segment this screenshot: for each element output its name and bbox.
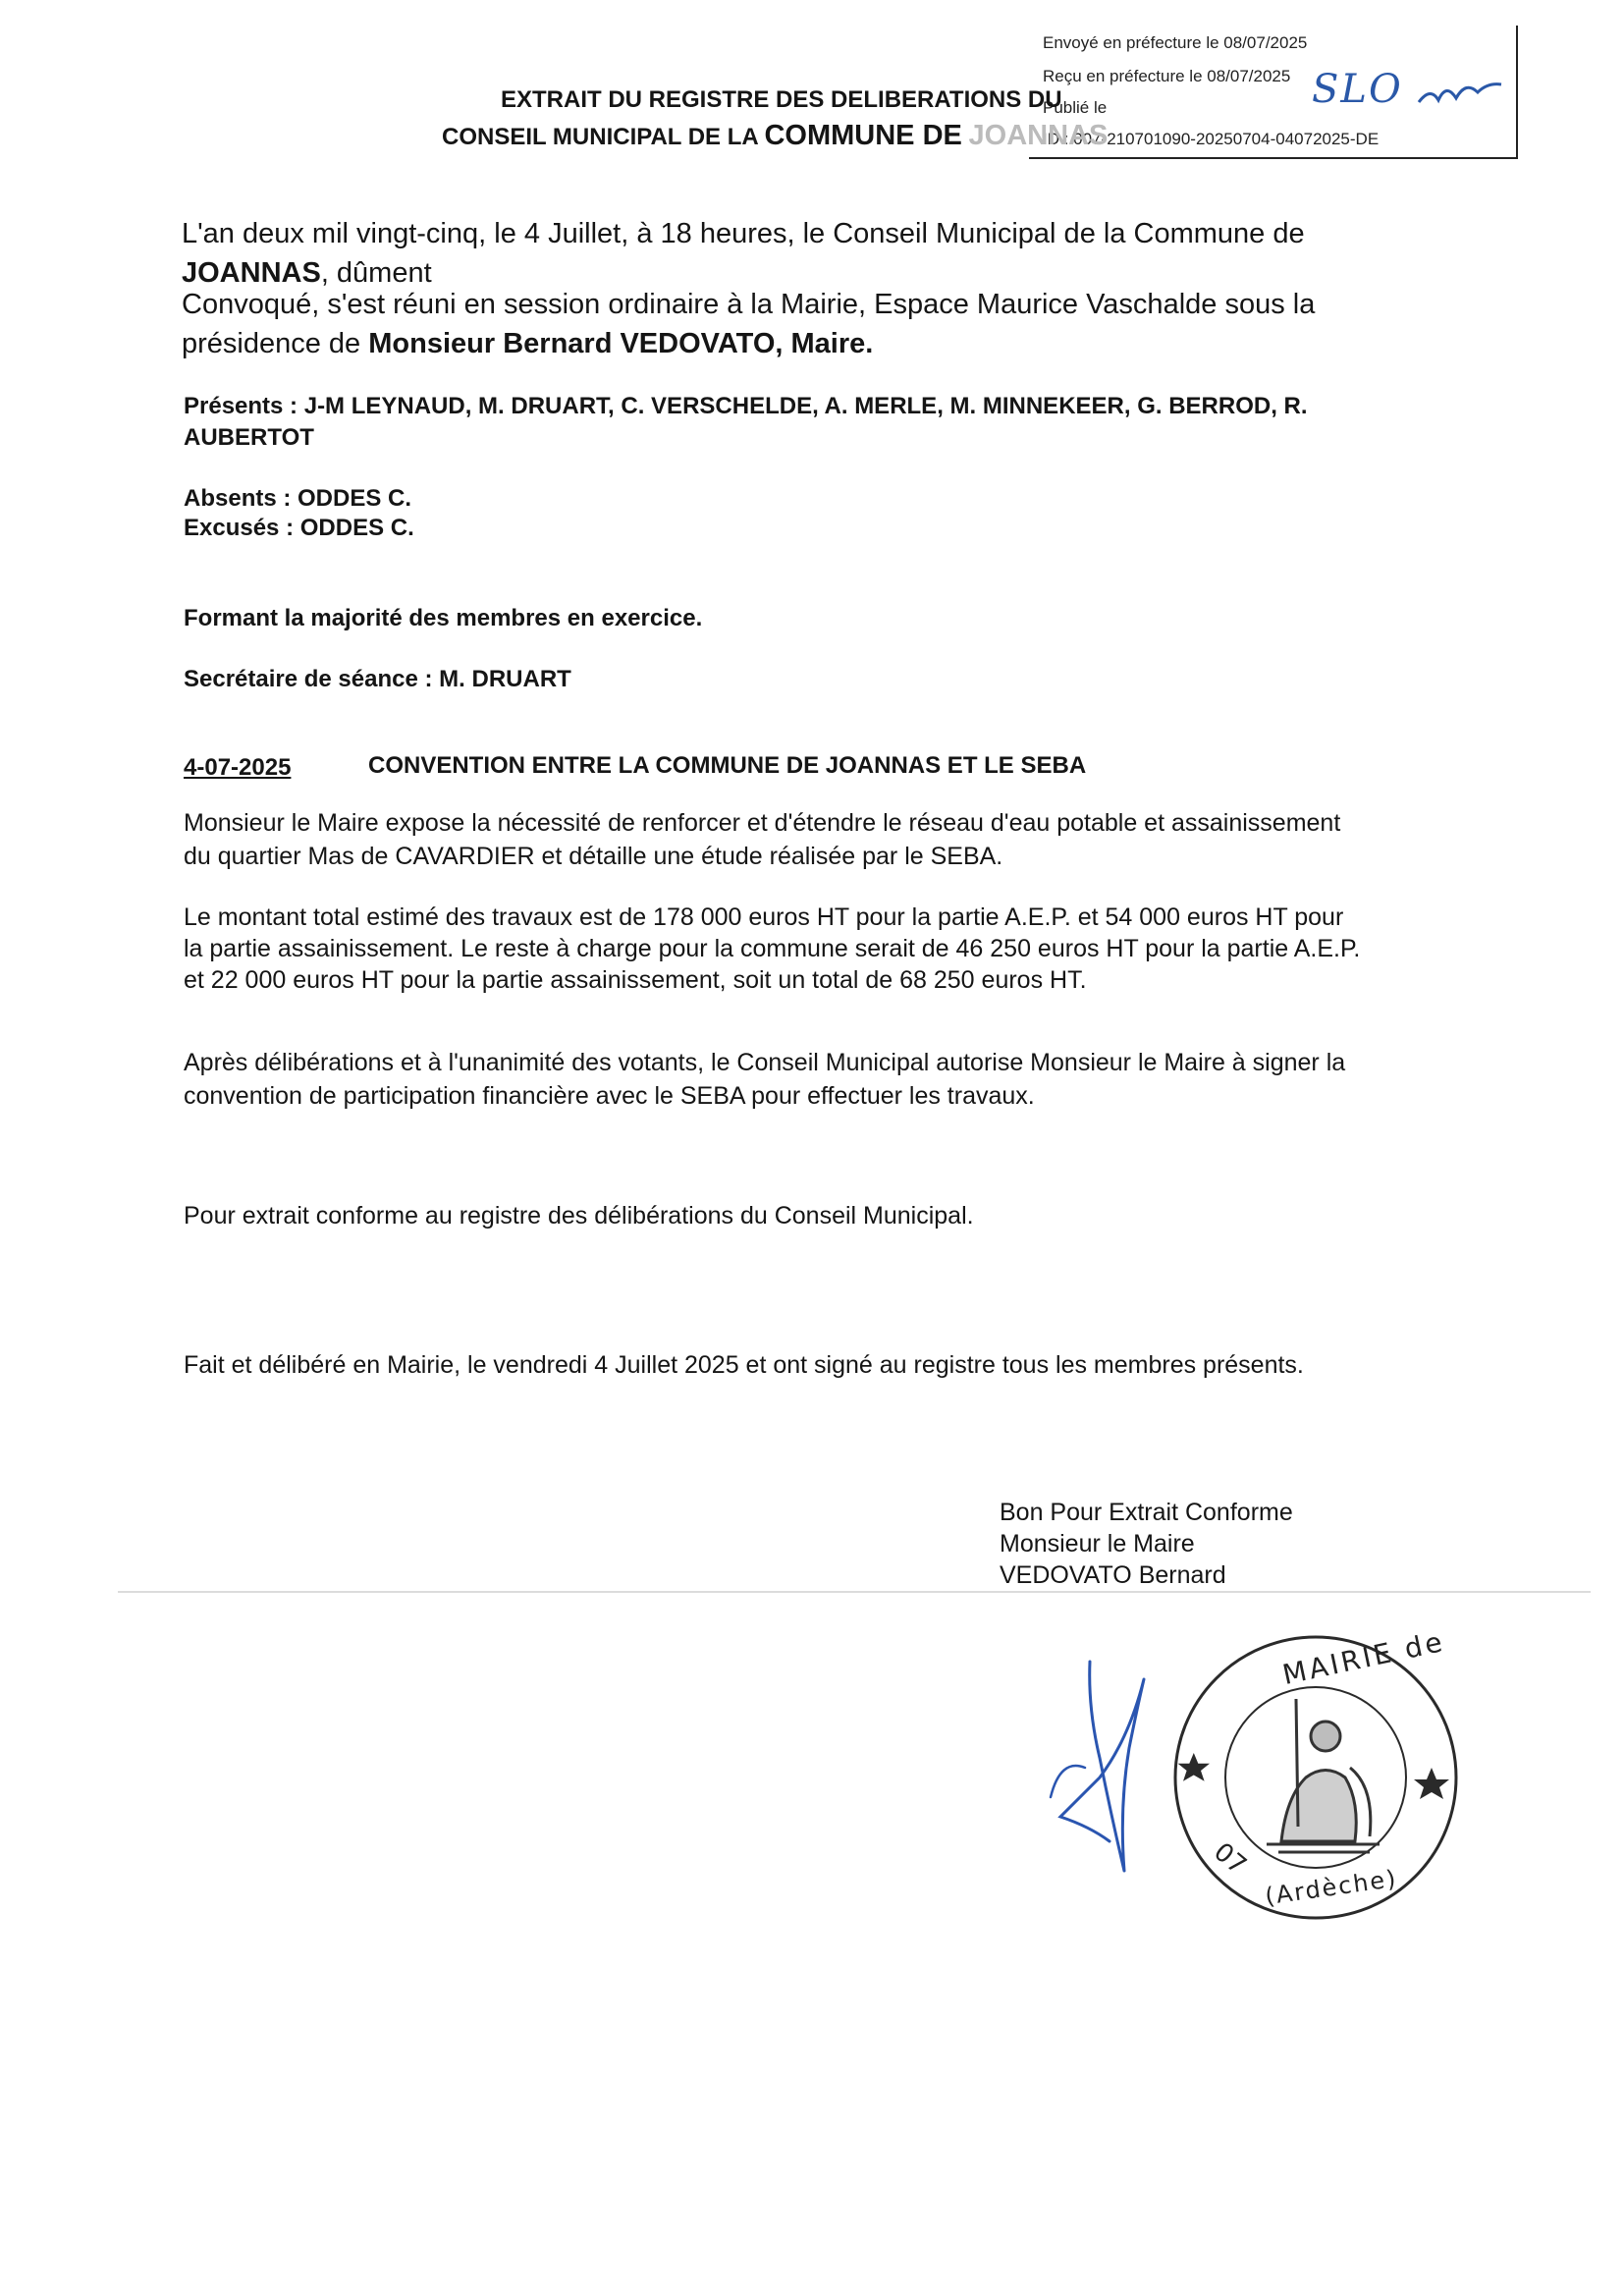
header-line-2 (442, 120, 1108, 152)
para2-line-2: la partie assainissement. Le reste à charge pour la commune serait de 46 250 euros HT pour la partie A.E.P. (184, 935, 1361, 962)
stamp-received: Reçu en préfecture le 08/07/2025 (1043, 67, 1291, 85)
para2-line-3: et 22 000 euros HT pour la partie assainissement, soit un total de 68 250 euros HT. (184, 966, 1087, 994)
header-commune-name: JOANNAS (968, 120, 1109, 151)
seal-dept-name: (Ardèche) (1263, 1864, 1400, 1911)
seal-top-text: MAIRIE de (1279, 1624, 1448, 1692)
present-line-2: AUBERTOT (184, 424, 314, 451)
secretary-line: Secrétaire de séance : M. DRUART (184, 666, 571, 692)
done-line: Fait et délibéré en Mairie, le vendredi 4 Juillet 2025 et ont signé au registre tous les membres présents. (184, 1351, 1304, 1379)
absent-line: Absents : ODDES C. (184, 485, 412, 512)
initials-flourish (1417, 73, 1505, 112)
stamp-id: ID : 007-210701090-20250704-04072025-DE (1043, 130, 1380, 148)
signature-line-1: Bon Pour Extrait Conforme (1000, 1499, 1293, 1526)
stamp-sent: Envoyé en préfecture le 08/07/2025 (1043, 33, 1308, 52)
mairie-seal (1168, 1624, 1463, 1925)
intro-line-4-prefix: présidence de (182, 328, 361, 359)
present-line-1: Présents : J-M LEYNAUD, M. DRUART, C. VERSCHELDE, A. MERLE, M. MINNEKEER, G. BERROD, R. (184, 393, 1308, 419)
para2-line-1: Le montant total estimé des travaux est de 178 000 euros HT pour la partie A.E.P. et 54 000 euros HT pour (184, 903, 1344, 931)
para3-line-1: Après délibérations et à l'unanimité des votants, le Conseil Municipal autorise Monsieur le Maire à signer la (184, 1049, 1346, 1076)
deliberation-number: 4-07-2025 (184, 754, 292, 781)
scan-artifact-line (118, 1591, 1591, 1593)
intro-line-3: Convoqué, s'est réuni en session ordinaire à la Mairie, Espace Maurice Vaschalde sous la (182, 289, 1316, 320)
header-commune-word: COMMUNE DE (764, 120, 962, 151)
para1-line-1: Monsieur le Maire expose la nécessité de renforcer et d'étendre le réseau d'eau potable et assainissement (184, 809, 1341, 837)
intro-line-4 (182, 324, 873, 363)
handwritten-initials: SLO (1312, 67, 1403, 112)
header-line-1 (501, 86, 1062, 114)
signature-line-2: Monsieur le Maire (1000, 1530, 1195, 1558)
para1-line-2: du quartier Mas de CAVARDIER et détaille une étude réalisée par le SEBA. (184, 843, 1003, 870)
header-line-1-text: EXTRAIT DU REGISTRE DES DELIBERATIONS DU (501, 86, 1062, 113)
intro-commune: JOANNAS (182, 257, 321, 289)
seal-dept-number: 07 (1208, 1836, 1252, 1882)
intro-line-2-rest: , dûment (320, 257, 432, 289)
stamp-published: Publié le (1043, 98, 1108, 117)
conform-line: Pour extrait conforme au registre des délibérations du Conseil Municipal. (184, 1202, 974, 1230)
excused-line: Excusés : ODDES C. (184, 515, 414, 541)
deliberation-title: CONVENTION ENTRE LA COMMUNE DE JOANNAS ET LE SEBA (368, 752, 1087, 779)
header-line-2-prefix: CONSEIL MUNICIPAL DE LA (442, 124, 758, 150)
handwritten-signature (1031, 1650, 1178, 1895)
intro-line-1: L'an deux mil vingt-cinq, le 4 Juillet, à 18 heures, le Conseil Municipal de la Commune de (182, 218, 1305, 249)
quorum-line: Formant la majorité des membres en exercice. (184, 605, 703, 631)
intro-president: Monsieur Bernard VEDOVATO, Maire. (368, 328, 874, 359)
para3-line-2: convention de participation financière avec le SEBA pour effectuer les travaux. (184, 1082, 1035, 1110)
signature-line-3: VEDOVATO Bernard (1000, 1561, 1226, 1589)
